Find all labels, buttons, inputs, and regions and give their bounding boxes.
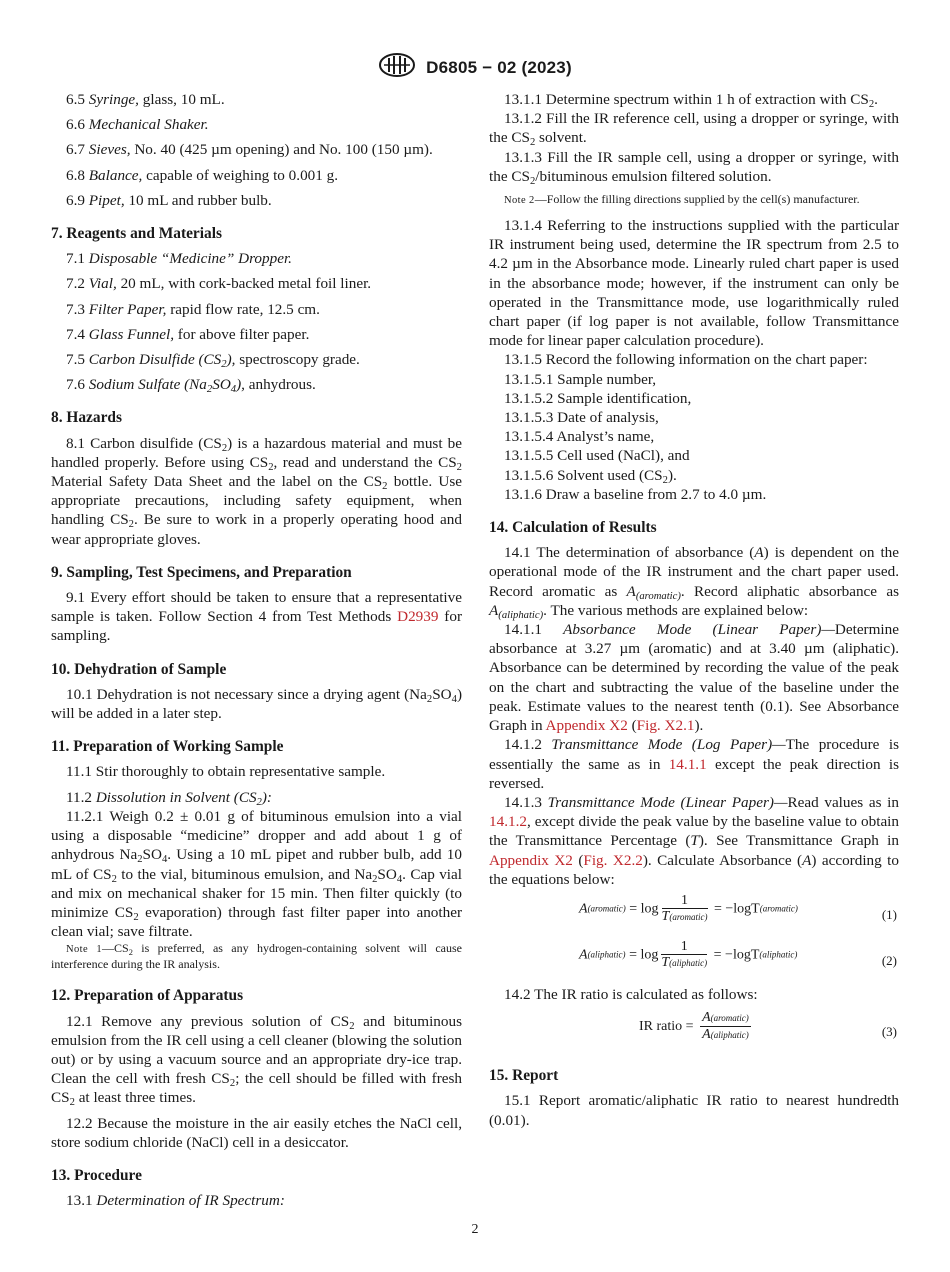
section-heading: 14. Calculation of Results (489, 519, 657, 537)
paragraph: 12.1 Remove any previous solution of $CS_2$ and bituminous emulsion from the IR cell using a cell cleaner (blowing the solution out) or by using a vacuum source and an appropriate dry-ice trap. Clean the cell with fresh $CS_2$; the cell should be filled with fresh $CS_2$ at least three times. (51, 1012, 463, 1109)
section-heading: 7. Reagents and Materials (51, 225, 222, 243)
appendix-link[interactable]: Appendix X2 (545, 717, 628, 735)
list-item: 6.6 Mechanical Shaker. (66, 116, 209, 134)
astm-logo-icon (378, 52, 416, 83)
list-item: 13.1.5.3 Date of analysis, (504, 409, 659, 427)
paragraph: 14.1.3 Transmittance Mode (Linear Paper)—Read values as in 14.1.2, except divide the peak value by the baseline value to obtain the Transmittance Percentage (T). See Transmittance Graph in Appendix X2 (Fig. X2.2). Calculate Absorbance (A) according to the equations below: (489, 793, 899, 888)
paragraph: 11.2 Dissolution in Solvent $(CS_2)$: (66, 788, 272, 808)
section-heading: 13. Procedure (51, 1166, 142, 1184)
paragraph: 13.1 Determination of IR Spectrum: (66, 1192, 285, 1210)
list-item: 6.7 Sieves, No. 40 (425 µm opening) and No. 100 (150 µm). (66, 141, 433, 159)
paragraph: 14.2 The IR ratio is calculated as follows: (504, 985, 758, 1003)
paragraph: 9.1 Every effort should be taken to ensure that a representative sample is taken. Follow Section 4 from Test Methods D2939 for sampling. (51, 589, 463, 645)
list-item: 13.1.5.5 Cell used (NaCl), and (504, 447, 690, 465)
section-heading: 10. Dehydration of Sample (51, 660, 227, 678)
appendix-link[interactable]: Appendix X2 (489, 851, 573, 869)
section-heading: 11. Preparation of Working Sample (51, 738, 284, 756)
section-heading: 15. Report (489, 1067, 559, 1085)
list-item: 7.6 Sodium Sulfate $(Na_2SO_4)$, anhydrous. (66, 376, 316, 396)
paragraph: 13.1.6 Draw a baseline from 2.7 to 4.0 µm. (504, 485, 767, 503)
paragraph: 11.1 Stir thoroughly to obtain representative sample. (66, 763, 386, 781)
document-designation: D6805 − 02 (2023) (426, 57, 572, 77)
list-item: 7.2 Vial, 20 mL, with cork-backed metal foil liner. (66, 275, 372, 293)
equation-number: (2) (881, 952, 897, 968)
list-item: 13.1.5.2 Sample identification, (504, 389, 692, 407)
equation-1: A(aromatic) = log $\frac{1}{\text{T(aromatic)}}$ = −logT(aromatic) (1) (579, 892, 897, 924)
section-heading: 12. Preparation of Apparatus (51, 987, 244, 1005)
paragraph: 15.1 Report aromatic/aliphatic IR ratio to nearest hundredth (0.01). (489, 1092, 899, 1129)
list-item: 7.4 Glass Funnel, for above filter paper. (66, 325, 310, 343)
paragraph: 13.1.5 Record the following information on the chart paper: (504, 351, 868, 369)
paragraph: 14.1.1 Absorbance Mode (Linear Paper)—Determine absorbance at 3.27 µm (aromatic) and at 3.40 µm (aliphatic). Absorbance can be determined by recording the value of the peak on the chart and subtracting the value of the baseline under the peak. Estimate values to the nearest tenth (0.1). See Absorbance Graph in Appendix X2 (Fig. X2.1). (489, 621, 899, 735)
list-item: 7.5 Carbon Disulfide $(CS_2)$, spectroscopy grade. (66, 351, 360, 371)
right-column (489, 90, 899, 1136)
paragraph: 13.1.4 Referring to the instructions supplied with the particular IR instrument being used, determine the IR spectrum from 2.5 to 4.2 µm in the Absorbance mode. Linearly ruled chart paper is used in the absorbance mode; however, if the instrument can only be operated in the Transmittance mode, use logarithmically ruled chart paper (if log paper is not available, follow Transmittance mode for linear paper calculation procedure). (489, 217, 899, 350)
list-item: 13.1.5.4 Analyst’s name, (504, 428, 655, 446)
paragraph: 13.1.3 Fill the IR sample cell, using a dropper or syringe, with the $CS_2$/bituminous emulsion filtered solution. (489, 148, 899, 187)
list-item: 7.3 Filter Paper, rapid flow rate, 12.5 cm. (66, 300, 320, 318)
paragraph: 13.1.2 Fill the IR reference cell, using a dropper or syringe, with the $CS_2$ solvent. (489, 110, 899, 149)
paragraph: 13.1.1 Determine spectrum within 1 h of extraction with $CS_2$. (504, 91, 878, 110)
section-heading: 8. Hazards (51, 409, 122, 427)
equation-number: (1) (881, 906, 897, 922)
list-item: 13.1.5.6 Solvent used $(CS_2)$. (504, 466, 677, 486)
page-number: 2 (471, 1222, 479, 1237)
list-item: 6.5 Syringe, glass, 10 mL. (66, 91, 225, 108)
list-item: 6.9 Pipet, 10 mL and rubber bulb. (66, 191, 272, 209)
page-header (0, 52, 950, 83)
note: Note $1—CS_2$ is preferred, as any hydrogen-containing solvent will cause interference during the IR analysis. (51, 941, 462, 972)
paragraph: 10.1 Dehydration is not necessary since a drying agent $(Na_2SO_4)$ will be added in a later step. (51, 685, 462, 723)
left-column (51, 90, 462, 1216)
reference-link[interactable]: D2939 (397, 608, 439, 626)
note: Note 2—Follow the filling directions supplied by the cell(s) manufacturer. (504, 192, 860, 207)
figure-link[interactable]: Fig. X2.1 (636, 717, 695, 735)
paragraph: 12.2 Because the moisture in the air easily etches the NaCl cell, store sodium chloride (NaCl) cell in a desiccator. (51, 1114, 462, 1151)
list-item: 6.8 Balance, capable of weighing to 0.001 g. (66, 166, 339, 184)
list-item: 7.1 Disposable “Medicine” Dropper. (66, 250, 292, 268)
list-item: 13.1.5.1 Sample number, (504, 370, 657, 388)
paragraph: 11.2.1 Weigh 0.2 ± 0.01 g of bituminous emulsion into a vial using a disposable “medicine” dropper and add about 1 g of anhydrous $Na_2SO_4$. Using a 10 mL pipet and rubber bulb, add 10 mL of $CS_2$ to the vial, bituminous emulsion, and $Na_2SO_4$. Cap vial and mix on mechanical shaker for 15 min. Then filter quickly (to minimize $CS_2$ evaporation) through fast filter paper into another clean vial; save filtrate. (51, 807, 462, 941)
equation-3: IR ratio = $\frac{\text{A(aromatic)}}{\text{A(aliphatic)}}$ (3) (639, 1010, 897, 1043)
paragraph: 14.1.2 Transmittance Mode (Log Paper)—The procedure is essentially the same as in 14.1.1 except the peak direction is reversed. (489, 736, 899, 792)
paragraph: 8.1 Carbon disulfide $(CS_2)$ is a hazardous material and must be handled properly. Before using $CS_2$, read and understand the $CS_2$ Material Safety Data Sheet and the label on the $CS_2$ bottle. Use appropriate precautions, including safety equipment, when handling $CS_2$. Be sure to work in a properly operating hood and wear appropriate gloves. (51, 434, 462, 548)
section-heading: 9. Sampling, Test Specimens, and Preparation (51, 563, 352, 581)
equation-2: A(aliphatic) = log $\frac{1}{\text{T(aliphatic)}}$ = −logT(aliphatic) (2) (579, 938, 897, 970)
section-link[interactable]: 14.1.1 (668, 755, 707, 773)
equation-number: (3) (881, 1024, 897, 1040)
figure-link[interactable]: Fig. X2.2 (583, 851, 643, 869)
section-link[interactable]: 14.1.2 (489, 813, 527, 831)
paragraph: 14.1 The determination of absorbance (A) is dependent on the operational mode of the IR instrument and the chart paper used. Record aromatic as $A_{(aromatic)}$. Record aliphatic absorbance as $A_{(aliphatic)}$. The various methods are explained below: (489, 544, 900, 621)
